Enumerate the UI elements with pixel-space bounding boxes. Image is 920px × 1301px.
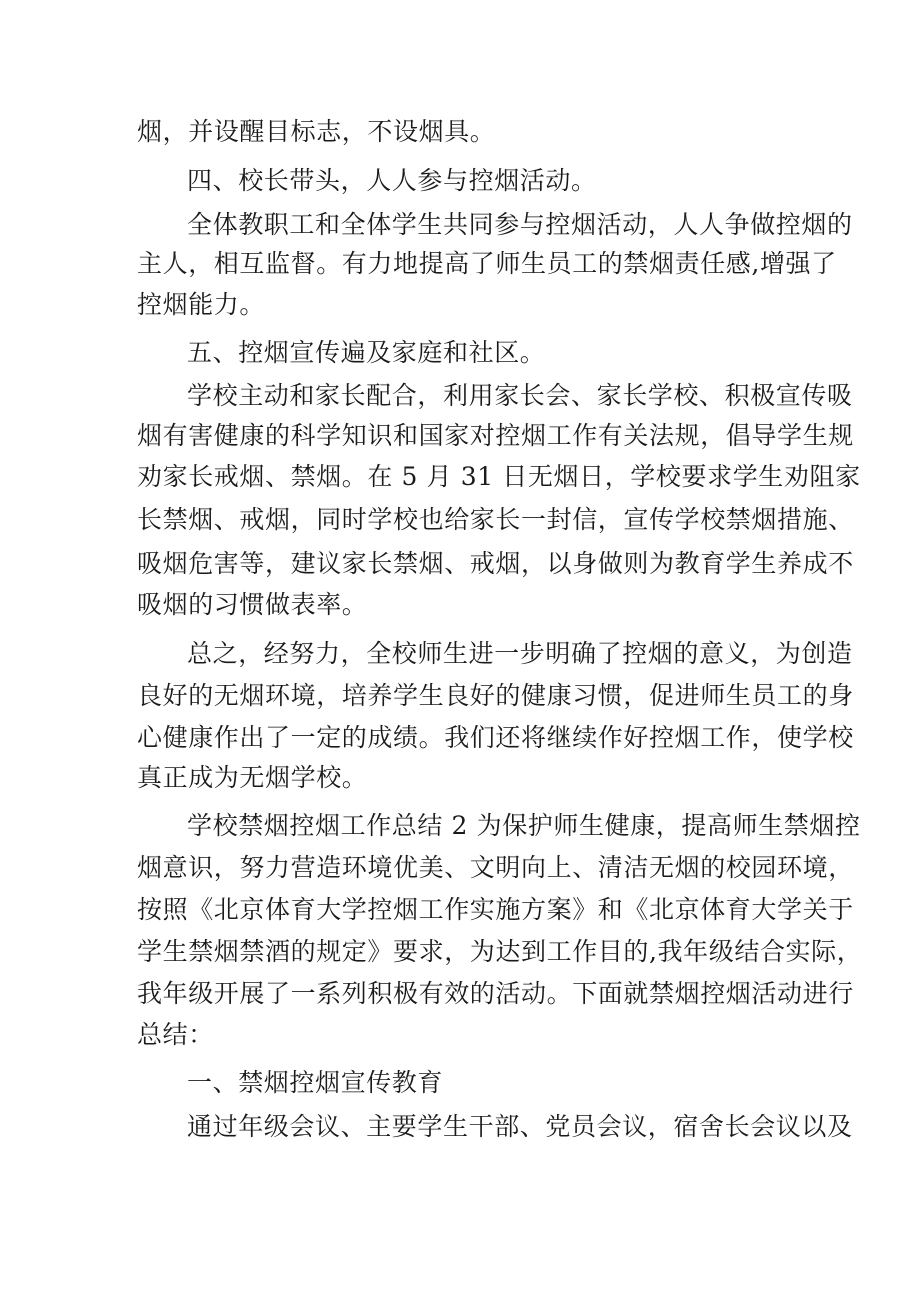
- section-heading: 四、校长带头，人人参与控烟活动。: [187, 166, 597, 195]
- text-line: 总结：: [137, 1020, 214, 1049]
- text-line: 控烟能力。: [137, 290, 266, 319]
- text-line: 长禁烟、戒烟，同时学校也给家长一封信，宣传学校禁烟措施、: [137, 505, 854, 534]
- text-line: 通过年级会议、主要学生干部、党员会议，宿舍长会议以及: [187, 1112, 853, 1141]
- text-line: 学校禁烟控烟工作总结 2 为保护师生健康，提高师生禁烟控: [187, 811, 861, 840]
- text-line: 烟，并设醒目标志，不设烟具。: [137, 117, 496, 146]
- text-line: 吸烟的习惯做表率。: [137, 590, 368, 619]
- text-line: 吸烟危害等，建议家长禁烟、戒烟，以身做则为教育学生养成不: [137, 549, 854, 578]
- text-line: 按照《北京体育大学控烟工作实施方案》和《北京体育大学关于: [137, 895, 854, 924]
- text-line: 学校主动和家长配合，利用家长会、家长学校、积极宣传吸: [187, 381, 853, 410]
- text-line: 烟有害健康的科学知识和国家对控烟工作有关法规，倡导学生规: [137, 421, 854, 450]
- text-line: 学生禁烟禁酒的规定》要求，为达到工作目的,我年级结合实际，: [137, 937, 863, 966]
- section-heading: 五、控烟宣传遍及家庭和社区。: [187, 338, 546, 367]
- section-heading: 一、禁烟控烟宣传教育: [187, 1068, 444, 1097]
- text-line: 总之，经努力，全校师生进一步明确了控烟的意义，为创造: [187, 639, 853, 668]
- text-line: 心健康作出了一定的成绩。我们还将继续作好控烟工作，使学校: [137, 723, 854, 752]
- text-line: 劝家长戒烟、禁烟。在 5 月 31 日无烟日，学校要求学生劝阻家: [137, 462, 861, 491]
- text-line: 真正成为无烟学校。: [137, 763, 368, 792]
- text-line: 我年级开展了一系列积极有效的活动。下面就禁烟控烟活动进行: [137, 979, 854, 1008]
- text-line: 烟意识，努力营造环境优美、文明向上、清洁无烟的校园环境，: [137, 853, 854, 882]
- text-line: 主人，相互监督。有力地提高了师生员工的禁烟责任感,增强了: [137, 249, 837, 278]
- text-line: 良好的无烟环境，培养学生良好的健康习惯，促进师生员工的身: [137, 681, 854, 710]
- text-line: 全体教职工和全体学生共同参与控烟活动，人人争做控烟的: [187, 210, 853, 239]
